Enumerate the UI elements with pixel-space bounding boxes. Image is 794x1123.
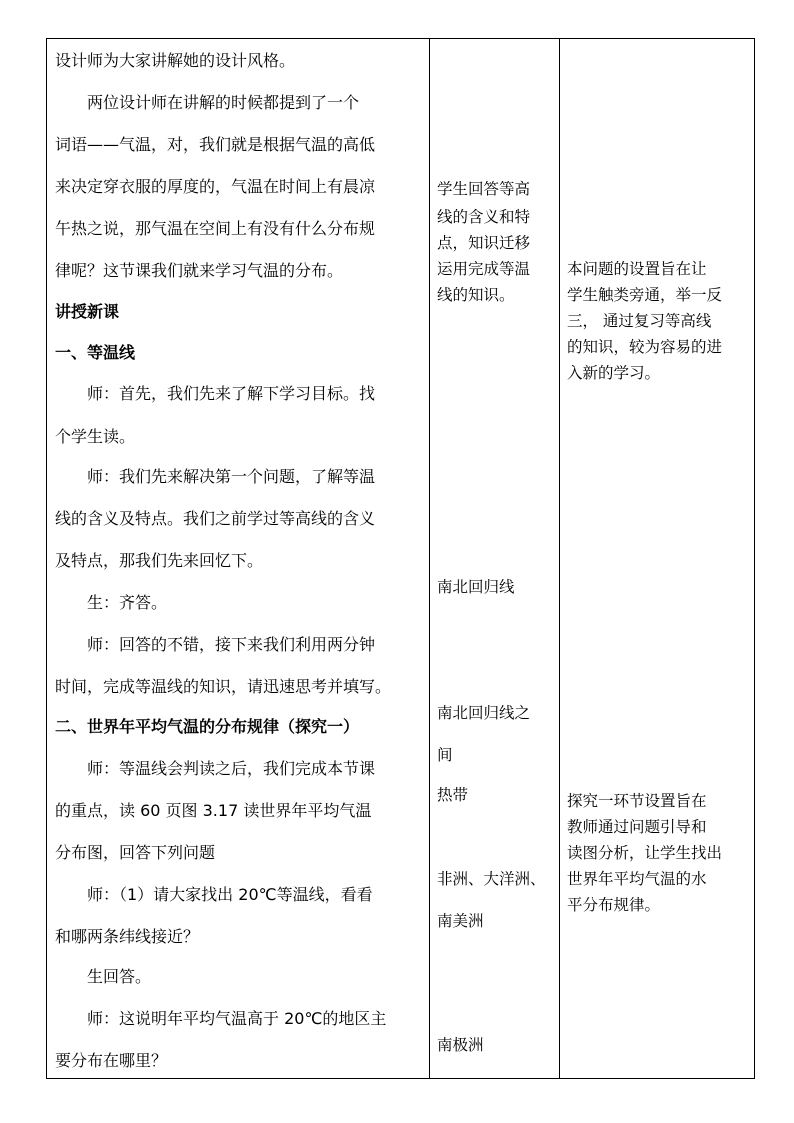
text-line: 师：等温线会判读之后，我们完成本节课 [87,759,376,778]
text-line: 师：（1）请大家找出 20℃等温线，看看 [87,885,373,904]
column-divider [429,39,430,1078]
text-line: 时间，完成等温线的知识，请迅速思考并填写。 [55,677,392,696]
text-line: 设计师为大家讲解她的设计风格。 [55,51,296,70]
section-heading: 一、等温线 [55,343,136,362]
text-line: 两位设计师在讲解的时候都提到了一个 [87,93,360,112]
text-line: 三， 通过复习等高线 [567,312,712,330]
text-line: 南北回归线之 [437,704,531,722]
text-line: 世界年平均气温的水 [567,870,707,888]
text-line: 学生触类旁通，举一反 [567,286,723,304]
text-line: 非洲、大洋洲、 [437,870,546,888]
text-line: 本问题的设置旨在让 [567,260,707,278]
text-line: 生：齐答。 [87,593,168,612]
text-line: 要分布在哪里？ [55,1051,168,1070]
text-line: 师：回答的不错，接下来我们利用两分钟 [87,635,376,654]
text-line: 师：首先，我们先来了解下学习目标。找 [87,384,376,403]
text-line: 词语——气温，对，我们就是根据气温的高低 [55,135,376,154]
text-line: 平分布规律。 [567,896,661,914]
text-line: 师：我们先来解决第一个问题，了解等温 [87,467,376,486]
text-line: 热带 [437,786,469,804]
text-line: 来决定穿衣服的厚度的，气温在时间上有晨凉 [55,177,376,196]
text-line: 的重点，读 60 页图 3.17 读世界年平均气温 [55,801,372,820]
text-line: 个学生读。 [55,427,136,446]
text-line: 及特点，那我们先来回忆下。 [55,551,264,570]
teaching-process-column [55,39,425,1078]
text-line: 探究一环节设置旨在 [567,792,707,810]
text-line: 线的含义及特点。我们之前学过等高线的含义 [55,509,376,528]
text-line: 的知识，较为容易的进 [567,338,723,356]
text-line: 南北回归线 [437,578,515,596]
text-line: 点，知识迁移 [437,234,531,252]
section-heading: 讲授新课 [55,302,120,321]
section-heading: 二、世界年平均气温的分布规律（探究一） [55,717,360,736]
text-line: 教师通过问题引导和 [567,818,707,836]
text-line: 南极洲 [437,1036,484,1054]
column-divider [559,39,560,1078]
text-line: 律呢？这节课我们就来学习气温的分布。 [55,261,344,280]
text-line: 和哪两条纬线接近？ [55,927,200,946]
lesson-table [46,38,755,1079]
text-line: 间 [437,746,453,764]
text-line: 入新的学习。 [567,364,661,382]
text-line: 线的含义和特 [437,208,531,226]
text-line: 南美洲 [437,912,484,930]
text-line: 学生回答等高 [437,180,531,198]
text-line: 生回答。 [87,967,152,986]
text-line: 分布图，回答下列问题 [55,843,216,862]
student-activity-column [437,39,555,1078]
text-line: 线的知识。 [437,286,515,304]
design-intent-column [567,39,751,1078]
text-line: 午热之说，那气温在空间上有没有什么分布规 [55,219,376,238]
text-line: 运用完成等温 [437,260,531,278]
text-line: 师：这说明年平均气温高于 20℃的地区主 [87,1009,387,1028]
text-line: 读图分析，让学生找出 [567,844,723,862]
